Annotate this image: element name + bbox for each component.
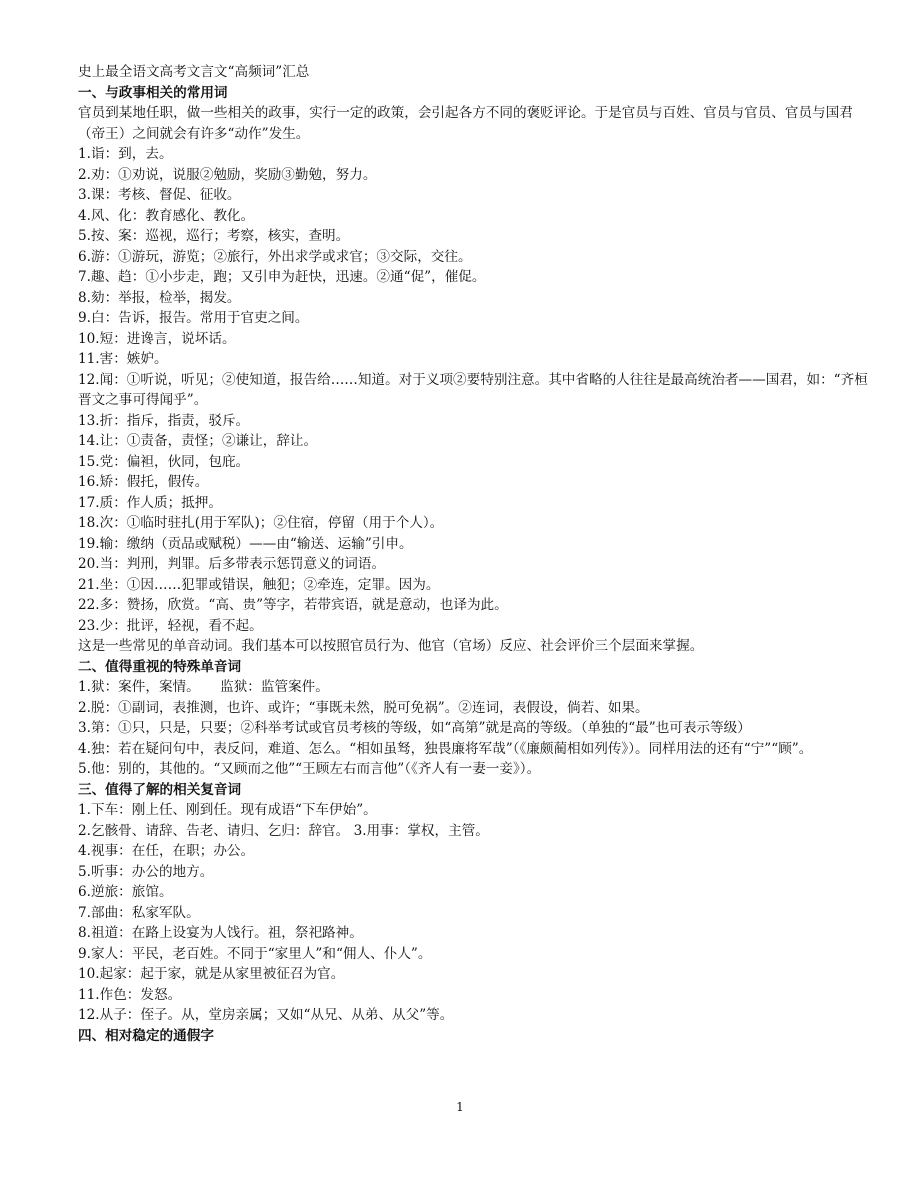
list-item: 10.短：进谗言，说坏话。 <box>78 330 236 347</box>
section-heading-2: 二、值得重视的特殊单音词 <box>78 658 242 675</box>
list-item: 16.矫：假托，假传。 <box>78 474 209 490</box>
section-1-outro: 这是一些常见的单音动词。我们基本可以按照官员行为、他官（官场）反应、社会评价三个层面来掌握。 <box>78 638 704 654</box>
list-item: 15.党：偏袒，伙同，包庇。 <box>78 453 250 470</box>
list-item: 21.坐：①因……犯罪或错误，触犯；②牵连，定罪。因为。 <box>78 576 440 593</box>
section-1-list <box>78 144 874 636</box>
document-title: 史上最全语文高考文言文“高频词”汇总 <box>78 64 310 80</box>
list-item: 1.诣：到，去。 <box>78 146 173 162</box>
list-item: 14.让：①责备，责怪；②谦让，辞让。 <box>78 433 318 449</box>
list-item: 19.输：缴纳（贡品或赋税）——由“输送、运输”引申。 <box>78 535 413 552</box>
list-item: 17.质：作人质；抵押。 <box>78 494 222 511</box>
list-item: 11.作色：发怒。 <box>78 986 182 1003</box>
list-item: 12.闻：①听说，听见；②使知道，报告给……知道。对于义项②要特别注意。其中省略的人往往是最高统治者——国君，如：“齐桓晋文之事可得闻乎”。 <box>78 371 868 408</box>
page-number: 1 <box>456 1100 464 1114</box>
list-item: 6.逆旅：旅馆。 <box>78 884 173 900</box>
section-heading-3: 三、值得了解的相关复音词 <box>78 781 242 798</box>
list-item: 9.家人：平民，老百姓。不同于“家里人”和“佣人、仆人”。 <box>78 945 432 962</box>
list-item: 6.游：①游玩，游览；②旅行，外出求学或求官；③交际，交往。 <box>78 248 472 265</box>
list-item: 2.脱：①副词，表推测，也许、或许；“事既未然，脱可免祸”。②连词，表假设，倘若、如果。 <box>78 699 649 716</box>
list-item: 11.害：嫉妒。 <box>78 351 168 367</box>
list-item: 8.劾：举报，检举，揭发。 <box>78 289 241 306</box>
list-item: 4.风、化：教育感化、教化。 <box>78 207 255 224</box>
list-item: 8.祖道：在路上设宴为人饯行。祖，祭祀路神。 <box>78 925 363 941</box>
list-item: 13.折：指斥，指责，驳斥。 <box>78 412 250 429</box>
list-item: 1.狱：案件，案情。 监狱：监管案件。 <box>78 679 329 695</box>
list-item: 5.按、案：巡视，巡行；考察，核实，查明。 <box>78 228 350 244</box>
list-item: 3.第：①只，只是，只要；②科举考试或官员考核的等级，如“高第”就是高的等级。（单独的“最”也可表示等级） <box>78 720 751 736</box>
list-item: 5.他：别的，其他的。“又顾而之他”“王顾左右而言他”（《齐人有一妻一妾》）。 <box>78 761 541 777</box>
list-item: 22.多：赞扬，欣赏。“高、贵”等字，若带宾语，就是意动，也译为此。 <box>78 597 508 613</box>
list-item: 4.视事：在任，在职；办公。 <box>78 843 255 859</box>
section-1-intro: 官员到某地任职，做一些相关的政事，实行一定的政策，会引起各方不同的褒贬评论。于是官员与百姓、官员与官员、官员与国君（帝王）之间就会有许多“动作”发生。 <box>78 105 853 142</box>
section-2-list <box>78 677 874 780</box>
section-3-list <box>78 800 874 1026</box>
list-item: 7.趣、趋：①小步走，跑；又引申为赶快，迅速。②通“促”，催促。 <box>78 269 486 285</box>
list-item: 7.部曲：私家军队。 <box>78 904 200 921</box>
document-page <box>78 62 874 1046</box>
section-heading-4: 四、相对稳定的通假字 <box>78 1027 214 1044</box>
section-heading-1: 一、与政事相关的常用词 <box>78 84 228 101</box>
list-item: 5.听事：办公的地方。 <box>78 863 214 880</box>
list-item: 2.乞骸骨、请辞、告老、请归、乞归：辞官。 3.用事：掌权，主管。 <box>78 822 489 839</box>
list-item: 3.课：考核、督促、征收。 <box>78 187 241 203</box>
list-item: 9.白：告诉，报告。常用于官吏之间。 <box>78 310 309 326</box>
list-item: 23.少：批评，轻视，看不起。 <box>78 617 263 634</box>
list-item: 12.从子：侄子。从，堂房亲属；又如“从兄、从弟、从父”等。 <box>78 1007 454 1023</box>
list-item: 2.劝：①劝说，说服②勉励，奖励③勤勉，努力。 <box>78 166 377 183</box>
list-item: 10.起家：起于家，就是从家里被征召为官。 <box>78 966 345 982</box>
list-item: 1.下车：刚上任、刚到任。现有成语“下车伊始”。 <box>78 802 377 818</box>
list-item: 4.独：若在疑问句中，表反问，难道、怎么。“相如虽驽，独畏廉将军哉”（《廉颇蔺相如列传》）。同样用法的还有“宁”“顾”。 <box>78 740 813 757</box>
list-item: 18.次：①临时驻扎(用于军队)；②住宿，停留（用于个人）。 <box>78 515 444 531</box>
list-item: 20.当：判刑，判罪。后多带表示惩罚意义的词语。 <box>78 556 386 572</box>
